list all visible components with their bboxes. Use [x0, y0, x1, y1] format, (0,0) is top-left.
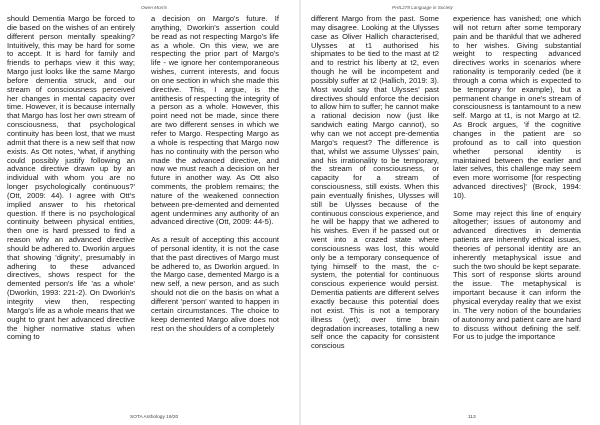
- paragraph: should Dementia Margo be forced to die based on the wishes of an entirely different person mentally speaking? Intuitively, this may be hard for some to accept. It is hard for family and friends to perhaps view it this way; Margo just looks like the same Margo before dementia struck, and our stream of consciousness perceived her changes in mental capacity over time. However, it is because internally that Margo has lost her own stream of consciousness, that psychological continuity has been lost, that we must admit that there is a new self that now exists. As Ott notes, 'what, if anything could possibly justify following an advance directive drawn up by an individual with whom you are no longer psychologically continuous?' (Ott, 2009: 44). I agree with Ott's implied answer to his rhetorical question. If there is no psychological continuity between physical entities, then one is hard pressed to find a reason why an advanced directive should be adhered to. Dworkin argues that showing 'dignity', presumably in adhering to these advanced directives, shows respect for the demented person's life 'as a whole' (Dworkin, 1993: 221-2). On Dworkin's integrity view then, respecting Margo's life as a whole means that we ought to grant her advanced directive the higher normative status when coming to: [7, 15, 135, 342]
- left-page-column-1: [7, 15, 135, 407]
- paragraph: Some may reject this line of enquiry altogether; issues of autonomy and advanced directives in dementia patients are inherently ethical issues, theories of personal identity are an inherently metaphysical issue and such the two should be kept separate. This sort of response skirts around the issue. The metaphysical is important because it can inform the physical everyday reality that we exist in. The very notion of the boundaries of autonomy and patient care are hard to discuss without defining the self. For us to judge the importance: [453, 208, 581, 342]
- running-head-course: PHIL278 Language in Society: [392, 5, 453, 10]
- paragraph: As a result of accepting this account of personal identity, it is not the case that the past directives of Margo must be adhered to, as Dworkin argued. In the Margo case, demented Margo is a new self, a new person, and as such should not die on the basis on what a different 'person' wanted to happen in certain circumstances. The choice to keep demented Margo alive does not rest on the shoulders of a completely: [151, 235, 279, 333]
- paragraph: different Margo from the past. Some may disagree. Looking at the Ulysses case as Oliver Hallich characterised, Ulysses at t1 authorised his shipmates to be tied to the mast at t2 and to restrict his liberty at t2, even though he will be incompetent and possibly suffer at t2 (Hallich, 2019: 3). Most would say that Ulysses' past directives should enforce the decision to allow him to suffer; he cannot make a rational decision now (just like sandwich eating Margo cannot), so why can we not accept pre-dementia Margo's request? The difference is that, whilst we assume Ulysses' pain, and his irrationality to be temporary, the stream of consciousness, or capacity for a stream of consciousness, still exists. When this pain eventually finishes, Ulysses will still be Ulysses because of the continuous conscious experience, and he will be happy that we adhered to his wishes. Even if he passed out or went into a crazed state where consciousness was lost, this would only be a temporary consequence of tying himself to the mast, the c-system, the potential for continuous conscious experience would persist. Dementia patients are different selves exactly because this potential does not exist. This is not a temporary illness (yet); over time brain degradation increases, totalling a new self once the capacity for consistent conscious: [311, 15, 439, 351]
- right-page-column-1: [311, 15, 439, 407]
- paragraph: experience has vanished; one which will not return after some temporary pain and be thankful that we adhered to her wishes. Giving substantial weight to respecting advanced directives works in scenarios where rationality is temporarily ceded (be it through a coma which is expected to be temporary for example), but a permanent change in one's stream of consciousness is tantamount to a new self. Margo at t1, is not Margo at t2. As Brock argues, 'if the cognitive changes in the patient are so profound as to call into question whether personal identity is maintained between the earlier and later selves, this challenge may seem even more worrisome [for respecting advanced directives]' (Brock, 1994: 10).: [453, 15, 581, 200]
- right-page: [300, 0, 600, 425]
- footer-anthology: SOTA Anthology 19/20: [130, 415, 179, 420]
- page-number: 113: [468, 415, 476, 420]
- left-page-column-2: [151, 15, 279, 407]
- paragraph: a decision on Margo's future. If anything, Dworkin's assertion could be read as not respecting Margo's life as a whole. On this view, we are respecting the prior part of Margo's life - we ignore her contemporaneous wishes, current interests, and focus on one section in which she made this directive. This, I argue, is the antithesis of respecting the integrity of a person as a whole. However, this point need not be made, since there are two different senses in which we refer to Margo. Respecting Margo as a whole is respecting that Margo now has no continuity with the person who made the advanced directive, and now we must reach a decision on her future in another way. As Ott also comments, the problem remains; the nature of the weakened connection between pre-demented and demented agent undermines any authority of an advanced directive (Ott, 2009: 44-5).: [151, 15, 279, 227]
- right-page-column-2: [453, 15, 581, 407]
- running-head-author: Owen Morris: [140, 5, 168, 10]
